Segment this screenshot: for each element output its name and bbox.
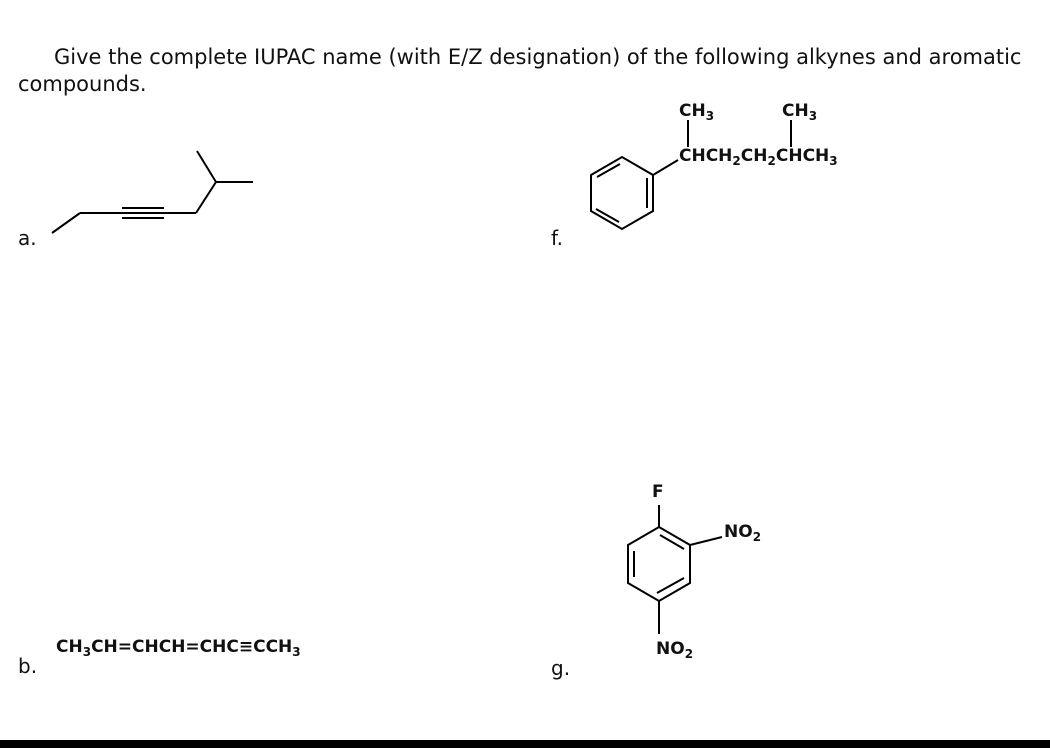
f-chain-sub-2: 2 <box>767 154 776 168</box>
g-nitro-bottom <box>656 639 693 659</box>
problem-g-label: g. <box>551 656 571 680</box>
ring-g-inner-3 <box>660 535 684 549</box>
ring-g <box>628 527 690 601</box>
g-nitro-right-text: NO <box>724 522 753 542</box>
f-chain-sub-3: 3 <box>829 154 838 168</box>
f-chain-part-3: CHCH <box>775 146 830 166</box>
f-methyl-1-sub: 3 <box>705 109 715 123</box>
f-methyl-2-text: CH <box>782 101 809 121</box>
g-fluoro: F <box>652 482 664 502</box>
bond-a4 <box>196 182 216 213</box>
ring-f <box>591 157 653 229</box>
f-chain-part-1: CHCH <box>679 146 733 166</box>
f-methyl-2 <box>782 101 817 121</box>
f-chain <box>679 146 838 166</box>
bond-g-NO2-right <box>690 537 722 545</box>
instruction-line-1: Give the complete IUPAC name (with E/Z designation) of the following alkynes and aromatic <box>54 45 1022 69</box>
f-chain-part-2: CH <box>740 146 768 166</box>
structure-a-skeletal <box>52 151 253 233</box>
problem-b-label: b. <box>18 654 38 678</box>
structure-f-benzene <box>591 120 791 229</box>
formula-b <box>56 637 301 657</box>
g-nitro-bottom-sub: 2 <box>684 647 694 661</box>
bond-a1 <box>52 213 80 233</box>
bottom-border <box>0 740 1050 748</box>
f-chain-sub-1: 2 <box>732 154 741 168</box>
structure-g-benzene <box>628 505 722 634</box>
instruction-line-2: compounds. <box>18 72 147 96</box>
ring-g-inner-2 <box>657 578 684 593</box>
formula-b-sub-1: 3 <box>82 645 92 659</box>
problem-f-label: f. <box>551 226 563 250</box>
formula-b-part-1: CH <box>56 637 83 657</box>
g-nitro-right <box>724 522 761 542</box>
problem-a-label: a. <box>18 226 37 250</box>
formula-b-part-2: CH=CHCH=CHC≡CCH <box>91 637 293 657</box>
g-nitro-right-sub: 2 <box>752 530 762 544</box>
formula-b-sub-2: 3 <box>292 645 301 659</box>
g-nitro-bottom-text: NO <box>656 639 685 659</box>
f-methyl-1 <box>679 101 714 121</box>
f-methyl-2-sub: 3 <box>808 109 818 123</box>
bond-f-ring-chain <box>653 160 678 175</box>
f-methyl-1-text: CH <box>679 101 706 121</box>
bond-a5 <box>197 151 216 182</box>
